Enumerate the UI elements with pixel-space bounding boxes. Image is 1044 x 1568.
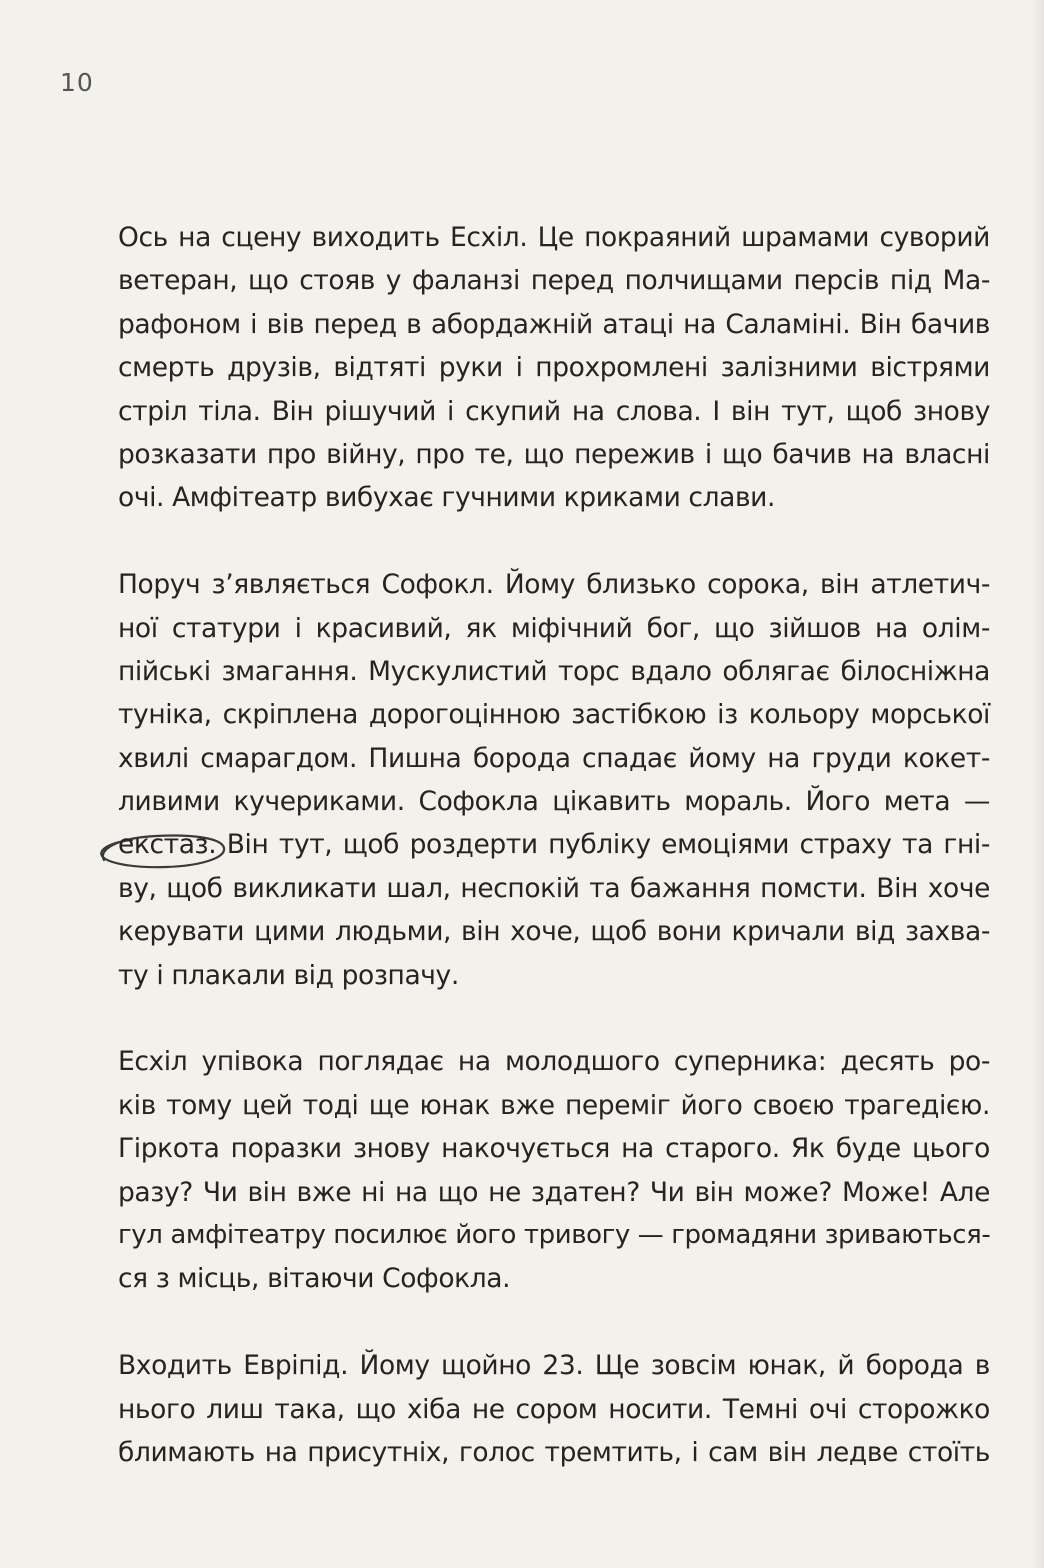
paragraph-rivalry	[118, 1040, 990, 1300]
text-line: розказати про війну, про те, що пережив і що бачив на власні	[118, 438, 990, 470]
text-line: ся з місць, вітаючи Софокла.	[118, 1263, 511, 1295]
text-line: керувати цими людьми, він хоче, щоб вони кричали від захва-	[118, 916, 990, 948]
text-body	[118, 216, 990, 1474]
text-line: нього лиш така, що хіба не сором носити. Темні очі сторожко	[118, 1393, 990, 1425]
text-line: ветеран, що стояв у фаланзі перед полчищами персів під Ма-	[118, 265, 990, 297]
text-line: стріл тіла. Він рішучий і скупий на слова. І він тут, щоб знову	[118, 395, 990, 427]
text-line: Входить Евріпід. Йому щойно 23. Ще зовсім юнак, й борода в	[118, 1350, 990, 1382]
text-line: ву, щоб викликати шал, неспокій та бажання помсти. Він хоче	[118, 872, 990, 904]
text-line: разу? Чи він вже ні на що не здатен? Чи він може? Може! Але	[118, 1176, 990, 1208]
paragraph-gap	[118, 520, 990, 563]
text-line: екстаз. Він тут, щоб роздерти публіку емоціями страху та гні-	[118, 829, 990, 861]
text-line: ту і плакали від розпачу.	[118, 959, 459, 991]
text-line: ної статури і красивий, як міфічний бог, що зійшов на олім-	[118, 612, 990, 644]
text-line: пійські змагання. Мускулистий торс вдало облягає білосніжна	[118, 655, 990, 687]
paragraph-sophocles	[118, 563, 990, 997]
text-line: ливими кучериками. Софокла цікавить мораль. Його мета —	[118, 786, 990, 818]
paragraph-euripides	[118, 1344, 990, 1474]
text-line: Гіркота поразки знову накочується на старого. Як буде цього	[118, 1133, 990, 1165]
paragraph-gap	[118, 1301, 990, 1344]
text-line: ків тому цей тоді ще юнак вже переміг його своєю трагедією.	[118, 1089, 990, 1121]
paragraph-gap	[118, 997, 990, 1040]
text-line: Есхіл упівока поглядає на молодшого суперника: десять ро-	[118, 1046, 990, 1078]
text-line: Ось на сцену виходить Есхіл. Це покраяний шрамами суворий	[118, 222, 990, 253]
paragraph-aeschylus	[118, 216, 990, 520]
text-line: очі. Амфітеатр вибухає гучними криками слави.	[118, 482, 776, 514]
text-line: смерть друзів, відтяті руки і прохромлені залізними вістрями	[118, 352, 990, 384]
page-number: 10	[60, 68, 94, 97]
text-line: туніка, скріплена дорогоцінною застібкою із кольору морської	[118, 699, 990, 731]
page-edge-shadow	[1030, 0, 1044, 1568]
text-line: Поруч з’являється Софокл. Йому близько сорока, він атлетич-	[118, 569, 990, 601]
text-line: блимають на присутніх, голос тремтить, і сам він ледве стоїть	[118, 1436, 990, 1468]
text-line: хвилі смарагдом. Пишна борода спадає йому на груди кокет-	[118, 742, 990, 774]
text-line: гул амфітеатру посилює його тривогу — громадяни зриваються-	[118, 1219, 991, 1250]
text-line: рафоном і вів перед в абордажній атаці на Саламіні. Він бачив	[118, 308, 990, 340]
